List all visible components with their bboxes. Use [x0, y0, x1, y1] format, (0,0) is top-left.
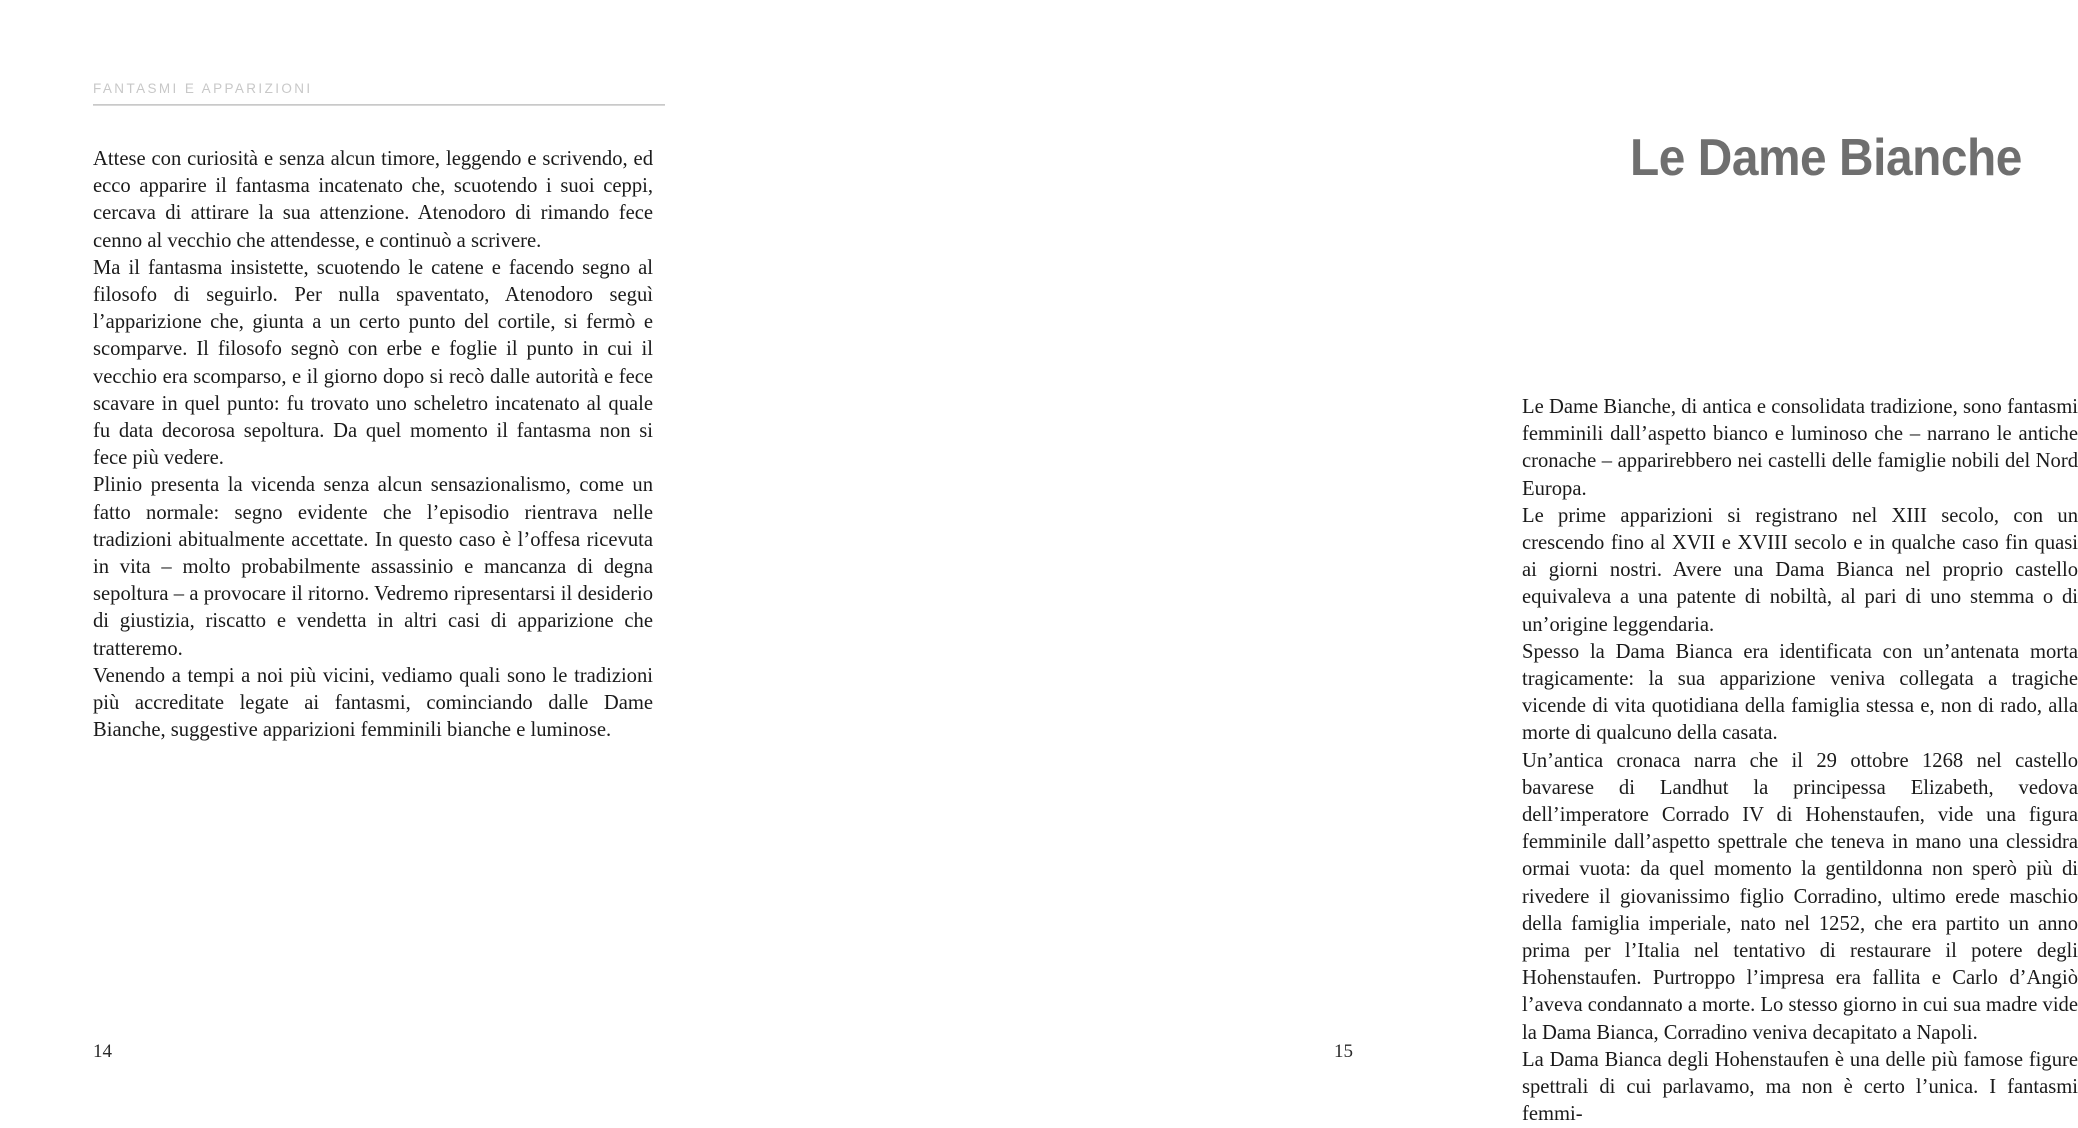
paragraph: Attese con curiosità e senza alcun timore, leggendo e scrivendo, ed ecco apparire il fantasma incatenato che, scuotendo i suoi ceppi, cercava di attirare la sua attenzione. Atenodoro di rimando fece cenno al vecchio che attendesse, e continuò a scrivere. [93, 148, 653, 252]
paragraph: Un’antica cronaca narra che il 29 ottobre 1268 nel castello bavarese di Landhut la principessa Elizabeth, vedova dell’imperatore Corrado IV di Hohenstaufen, vide una figura femminile dall’aspetto spettrale che teneva in mano una clessidra ormai vuota: da quel momento la gentildonna non sperò più di rivedere il giovanissimo figlio Corradino, ultimo erede maschio della famiglia imperiale, nato nel 1252, che era partito un anno prima per l’Italia nel tentativo di restaurare il potere degli Hohenstaufen. Purtroppo l’impresa era fallita e Carlo d’Angiò l’aveva condannato a morte. Lo stesso giorno in cui sua madre vide la Dama Bianca, Corradino veniva decapitato a Napoli. [1522, 749, 2078, 1044]
running-header-text: FANTASMI E APPARIZIONI [93, 81, 313, 96]
running-header [93, 82, 663, 106]
paragraph: Le prime apparizioni si registrano nel XIII secolo, con un crescendo fino al XVII e XVIII secolo e in qualche caso fin quasi ai giorni nostri. Avere una Dama Bianca nel proprio castello equivaleva a una patente di nobiltà, al pari di uno stemma o di un’origine leggendaria. [1522, 504, 2078, 636]
body-text-recto [1522, 394, 2078, 1128]
chapter-title: Le Dame Bianche [1630, 129, 2022, 187]
page-number-verso: 14 [93, 1041, 112, 1062]
page-number-recto: 15 [1334, 1041, 1353, 1062]
paragraph: Le Dame Bianche, di antica e consolidata tradizione, sono fantasmi femminili dall’aspetto bianco e luminoso che – narrano le antiche cronache – apparirebbero nei castelli delle famiglie nobili del Nord Europa. [1522, 396, 2078, 500]
paragraph: La Dama Bianca degli Hohenstaufen è una delle più famose figure spettrali di cui parlavamo, ma non è certo l’unica. I fantasmi femmi- [1522, 1048, 2078, 1126]
body-text-verso [93, 146, 653, 744]
paragraph: Ma il fantasma insistette, scuotendo le catene e facendo segno al filosofo di seguirlo. Per nulla spaventato, Atenodoro seguì l’apparizione che, giunta a un certo punto del cortile, si fermò e scomparve. Il filosofo segnò con erbe e foglie il punto in cui il vecchio era scomparso, e il giorno dopo si recò dalle autorità e fece scavare in quel punto: fu trovato uno scheletro incatenato al quale fu data decorosa sepoltura. Da quel momento il fantasma non si fece più vedere. [93, 256, 653, 470]
paragraph: Venendo a tempi a noi più vicini, vediamo quali sono le tradizioni più accreditate legate ai fantasmi, cominciando dalle Dame Bianche, suggestive apparizioni femminili bianche e luminose. [93, 664, 653, 742]
paragraph: Spesso la Dama Bianca era identificata con un’antenata morta tragicamente: la sua apparizione veniva collegata a tragiche vicende di vita quotidiana della famiglia stessa e, non di rado, alla morte di qualcuno della casata. [1522, 640, 2078, 745]
header-rule [93, 104, 665, 106]
page-verso [0, 0, 722, 1115]
paragraph: Plinio presenta la vicenda senza alcun sensazionalismo, come un fatto normale: segno evidente che l’episodio rientrava nelle tradizioni abitualmente accettate. In questo caso è l’offesa ricevuta in vita – molto probabilmente assassinio e mancanza di degna sepoltura – a provocare il ritorno. Vedremo ripresentarsi il desiderio di giustizia, riscatto e vendetta in altri casi di apparizione che tratteremo. [93, 474, 653, 660]
page-recto [722, 0, 2078, 1126]
